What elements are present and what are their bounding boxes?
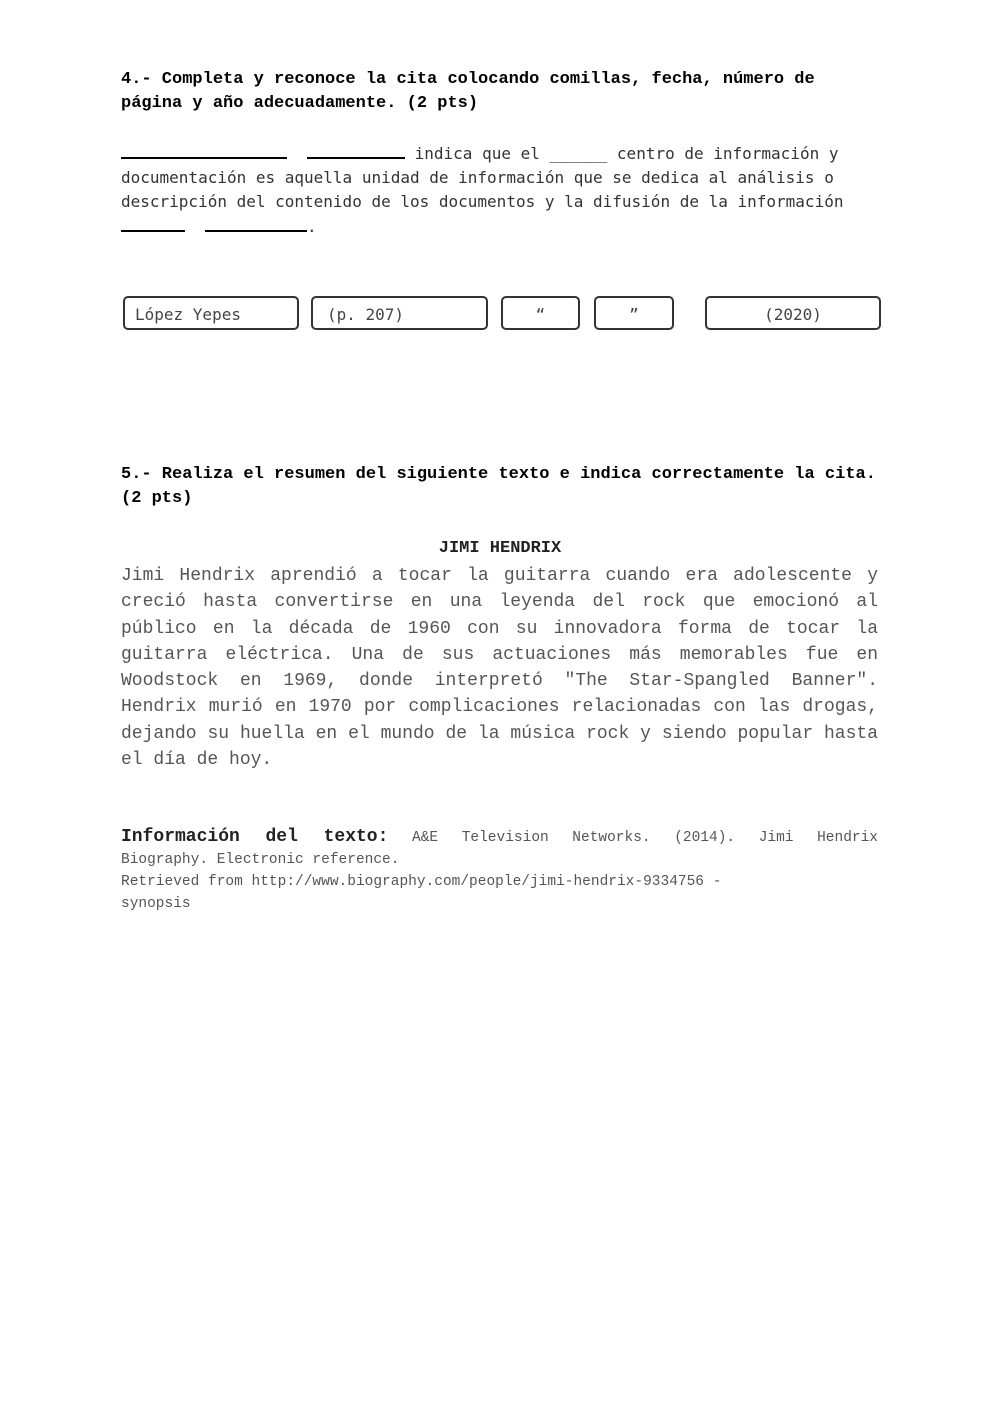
- source-line-3: Retrieved from http://www.biography.com/people/jimi-hendrix-9334756 -: [121, 874, 722, 890]
- cloze-text: indica que el ______ centro de información y documentación es aquella unidad de información que se dedica al análisis o descripción del contenido de los documentos y la difusión de la información: [121, 144, 844, 211]
- blank-drop-zone-2[interactable]: [307, 141, 405, 159]
- question-4-title: 4.- Completa y reconoce la cita colocando comillas, fecha, número de página y año adecuadamente. (2 pts): [121, 70, 815, 113]
- blank-drop-zone-1[interactable]: [121, 141, 287, 159]
- article-title: JIMI HENDRIX: [438, 539, 562, 558]
- source-line-4: synopsis: [121, 896, 191, 912]
- option-tile-open-quote[interactable]: “: [501, 296, 580, 330]
- source-label: Información del texto:: [121, 827, 389, 847]
- option-tile-author[interactable]: López Yepes: [123, 296, 299, 330]
- option-tile-close-quote[interactable]: ”: [594, 296, 674, 330]
- cloze-paragraph: [121, 141, 861, 239]
- cloze-text-end: .: [307, 217, 317, 236]
- blank-drop-zone-3[interactable]: [121, 214, 185, 232]
- source-line-1: [121, 826, 878, 849]
- source-text-1: A&E Television Networks. (2014). Jimi Hendrix: [388, 830, 879, 846]
- question-5-title: 5.- Realiza el resumen del siguiente texto e indica correctamente la cita. (2 pts): [121, 465, 876, 508]
- source-line-2: Biography. Electronic reference.: [121, 852, 400, 868]
- option-tile-year[interactable]: (2020): [705, 296, 881, 330]
- option-tile-page[interactable]: (p. 207): [311, 296, 488, 330]
- blank-drop-zone-4[interactable]: [205, 214, 307, 232]
- article-body: Jimi Hendrix aprendió a tocar la guitarra cuando era adolescente y creció hasta convertirse en una leyenda del rock que emocionó al público en la década de 1960 con su innovadora forma de tocar la guitarra eléctrica. Una de sus actuaciones más memorables fue en Woodstock en 1969, donde interpretó "The Star-Spangled Banner". Hendrix murió en 1970 por complicaciones relacionadas con las drogas, dejando su huella en el mundo de la música rock y siendo popular hasta el día de hoy.: [121, 566, 878, 771]
- source-reference: [121, 826, 878, 915]
